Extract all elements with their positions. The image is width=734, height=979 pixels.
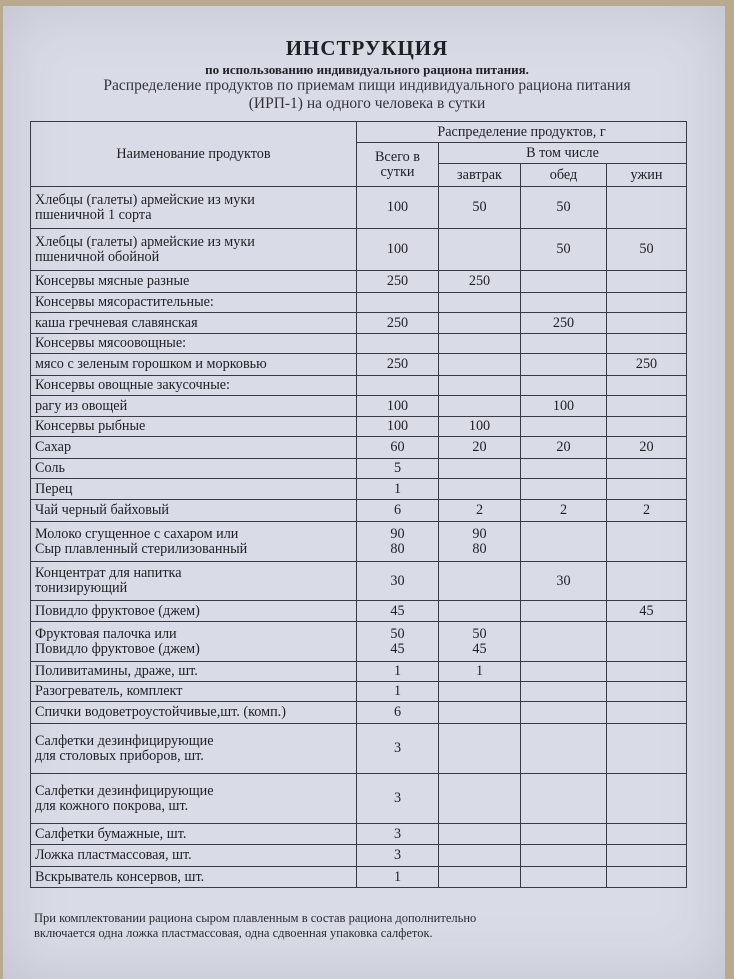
lunch-cell: 20 (521, 437, 607, 459)
product-name-line: Повидло фруктовое (джем) (35, 640, 200, 657)
total-cell (357, 622, 439, 662)
product-name-line: Сыр плавленный стерилизованный (35, 540, 248, 557)
total-cell (357, 376, 439, 396)
breakfast-cell (439, 354, 521, 376)
total-value: 90 (390, 525, 405, 542)
product-name-line: Вскрыватель консервов, шт. (35, 868, 205, 885)
total-cell: 45 (357, 601, 439, 622)
total-cell (357, 522, 439, 562)
product-name-line: Концентрат для напитка (35, 565, 182, 581)
product-name-line: для кожного покрова, шт. (35, 797, 189, 814)
lunch-cell (521, 867, 607, 888)
dinner-cell (607, 662, 687, 682)
total-cell: 1 (357, 662, 439, 682)
product-name-cell (31, 229, 357, 271)
dinner-cell (607, 479, 687, 500)
total-value: 80 (390, 540, 405, 557)
product-name-line: Консервы мясоовощные: (35, 335, 187, 351)
lunch-cell (521, 293, 607, 313)
product-name-cell (31, 702, 357, 724)
table-row (31, 437, 687, 459)
lunch-cell (521, 271, 607, 293)
breakfast-cell (439, 522, 521, 562)
lunch-cell (521, 417, 607, 437)
table-body (31, 187, 687, 888)
header-total (357, 143, 439, 187)
product-name-cell (31, 682, 357, 702)
table-row (31, 622, 687, 662)
total-cell: 100 (357, 396, 439, 417)
table-row (31, 867, 687, 888)
dinner-cell: 250 (607, 354, 687, 376)
header-dinner: ужин (607, 164, 687, 187)
table-row (31, 396, 687, 417)
lunch-cell (521, 724, 607, 774)
product-name-cell (31, 417, 357, 437)
product-name-cell (31, 187, 357, 229)
product-name-line: Салфетки дезинфицирующие (35, 782, 214, 799)
total-cell: 1 (357, 682, 439, 702)
product-name-line: Повидло фруктовое (джем) (35, 602, 200, 619)
product-name-cell (31, 774, 357, 824)
product-name-line: Хлебцы (галеты) армейские из муки (35, 233, 255, 250)
dinner-cell (607, 562, 687, 601)
lunch-cell (521, 774, 607, 824)
product-name-line: рагу из овощей (35, 397, 128, 414)
table-row (31, 500, 687, 522)
product-name-cell (31, 500, 357, 522)
breakfast-cell: 100 (439, 417, 521, 437)
table-row (31, 479, 687, 500)
dinner-cell (607, 682, 687, 702)
total-cell: 3 (357, 774, 439, 824)
product-name-line: Консервы рыбные (35, 418, 146, 434)
product-name-line: Консервы мясорастительные: (35, 294, 214, 310)
breakfast-cell (439, 682, 521, 702)
dinner-cell (607, 774, 687, 824)
dinner-cell: 20 (607, 437, 687, 459)
dinner-cell (607, 313, 687, 334)
lunch-cell (521, 682, 607, 702)
total-cell: 1 (357, 867, 439, 888)
table-row (31, 293, 687, 313)
total-cell: 3 (357, 845, 439, 867)
breakfast-cell (439, 313, 521, 334)
dinner-cell (607, 293, 687, 313)
header-distribution: Распределение продуктов, г (357, 122, 687, 143)
product-name-cell (31, 271, 357, 293)
product-name-cell (31, 845, 357, 867)
lunch-cell (521, 334, 607, 354)
lunch-cell (521, 662, 607, 682)
breakfast-cell: 1 (439, 662, 521, 682)
dinner-cell (607, 271, 687, 293)
table-row (31, 459, 687, 479)
total-value: 50 (390, 625, 405, 642)
breakfast-cell: 50 (439, 187, 521, 229)
total-cell: 6 (357, 702, 439, 724)
product-name-line: Перец (35, 480, 73, 497)
product-name-line: Консервы овощные закусочные: (35, 377, 230, 393)
lunch-cell: 2 (521, 500, 607, 522)
dinner-cell (607, 702, 687, 724)
total-cell: 100 (357, 229, 439, 271)
footnote (34, 911, 694, 941)
product-name-cell (31, 867, 357, 888)
total-cell: 30 (357, 562, 439, 601)
product-name-cell (31, 354, 357, 376)
header-product-name: Наименование продуктов (31, 122, 357, 187)
breakfast-cell (439, 724, 521, 774)
total-cell: 60 (357, 437, 439, 459)
lunch-cell: 50 (521, 187, 607, 229)
breakfast-cell (439, 229, 521, 271)
product-name-cell (31, 313, 357, 334)
breakfast-value: 80 (472, 540, 487, 557)
product-name-cell (31, 479, 357, 500)
table-row (31, 376, 687, 396)
table-row (31, 187, 687, 229)
breakfast-cell: 2 (439, 500, 521, 522)
product-name-cell (31, 396, 357, 417)
dinner-cell (607, 396, 687, 417)
document-subtitle: по использованию индивидуального рациона питания. (205, 62, 529, 77)
breakfast-cell: 20 (439, 437, 521, 459)
table-row (31, 229, 687, 271)
breakfast-cell (439, 845, 521, 867)
dinner-cell (607, 187, 687, 229)
dinner-cell (607, 724, 687, 774)
breakfast-cell (439, 479, 521, 500)
product-name-cell (31, 293, 357, 313)
product-name-line: Соль (35, 460, 65, 476)
table-row (31, 824, 687, 845)
product-name-cell (31, 459, 357, 479)
table-row (31, 662, 687, 682)
product-name-line: тонизирующий (35, 580, 128, 596)
dinner-cell (607, 824, 687, 845)
table-row (31, 724, 687, 774)
header-lunch: обед (521, 164, 607, 187)
breakfast-cell (439, 622, 521, 662)
dinner-cell: 45 (607, 601, 687, 622)
product-name-cell (31, 334, 357, 354)
product-name-cell (31, 601, 357, 622)
product-name-line: Салфетки дезинфицирующие (35, 732, 214, 749)
total-cell: 3 (357, 824, 439, 845)
table-row (31, 601, 687, 622)
product-name-line: Разогреватель, комплект (35, 683, 183, 699)
intro-line-2: (ИРП-1) на одного человека в сутки (248, 95, 486, 112)
total-cell: 3 (357, 724, 439, 774)
product-name-cell (31, 562, 357, 601)
total-cell: 100 (357, 187, 439, 229)
breakfast-cell (439, 562, 521, 601)
total-cell: 250 (357, 271, 439, 293)
lunch-cell: 100 (521, 396, 607, 417)
lunch-cell (521, 459, 607, 479)
product-name-cell (31, 824, 357, 845)
lunch-cell: 30 (521, 562, 607, 601)
breakfast-value: 90 (472, 525, 487, 542)
dinner-cell (607, 417, 687, 437)
total-cell (357, 334, 439, 354)
table-row (31, 682, 687, 702)
product-name-line: мясо с зеленым горошком и морковью (35, 356, 267, 372)
header-total-line2: сутки (380, 163, 415, 180)
footnote-line-2: включается одна ложка пластмассовая, одна сдвоенная упаковка салфеток. (34, 926, 433, 940)
breakfast-value: 45 (472, 640, 487, 657)
dinner-cell: 50 (607, 229, 687, 271)
total-cell: 100 (357, 417, 439, 437)
lunch-cell (521, 622, 607, 662)
breakfast-cell (439, 396, 521, 417)
header-breakfast: завтрак (439, 164, 521, 187)
breakfast-cell (439, 334, 521, 354)
lunch-cell (521, 601, 607, 622)
table-row (31, 845, 687, 867)
table-row (31, 354, 687, 376)
total-cell (357, 293, 439, 313)
lunch-cell (521, 702, 607, 724)
product-name-line: Поливитамины, драже, шт. (35, 663, 198, 679)
product-name-line: Спички водоветроустойчивые,шт. (комп.) (35, 704, 286, 720)
dinner-cell (607, 867, 687, 888)
lunch-cell: 250 (521, 313, 607, 334)
table-row (31, 702, 687, 724)
product-name-line: пшеничной обойной (35, 248, 160, 265)
breakfast-cell (439, 824, 521, 845)
product-name-line: Сахар (35, 439, 72, 455)
dinner-cell (607, 622, 687, 662)
total-cell: 5 (357, 459, 439, 479)
product-name-cell (31, 437, 357, 459)
table-row (31, 774, 687, 824)
table-row (31, 562, 687, 601)
breakfast-cell (439, 702, 521, 724)
lunch-cell (521, 824, 607, 845)
table-row (31, 271, 687, 293)
lunch-cell (521, 376, 607, 396)
dinner-cell: 2 (607, 500, 687, 522)
lunch-cell (521, 479, 607, 500)
table-row (31, 334, 687, 354)
dinner-cell (607, 522, 687, 562)
footnote-line-1: При комплектовании рациона сыром плавленным в состав рациона дополнительно (34, 911, 477, 925)
lunch-cell: 50 (521, 229, 607, 271)
product-name-cell (31, 376, 357, 396)
product-name-line: Консервы мясные разные (35, 273, 190, 289)
header-total-line1: Всего в (374, 148, 421, 165)
lunch-cell (521, 845, 607, 867)
total-cell: 250 (357, 313, 439, 334)
product-name-line: Ложка пластмассовая, шт. (35, 847, 192, 863)
lunch-cell (521, 354, 607, 376)
breakfast-cell (439, 774, 521, 824)
header-including: В том числе (439, 143, 687, 164)
product-name-cell (31, 522, 357, 562)
product-name-line: Фруктовая палочка или (35, 625, 177, 642)
breakfast-cell (439, 867, 521, 888)
dinner-cell (607, 845, 687, 867)
product-name-line: для столовых приборов, шт. (35, 747, 204, 764)
total-value: 45 (390, 640, 405, 657)
product-name-cell (31, 724, 357, 774)
table-row (31, 313, 687, 334)
total-cell: 1 (357, 479, 439, 500)
table-row (31, 417, 687, 437)
intro-line-1: Распределение продуктов по приемам пищи индивидуального рациона питания (103, 77, 631, 94)
lunch-cell (521, 522, 607, 562)
breakfast-cell (439, 293, 521, 313)
total-cell: 6 (357, 500, 439, 522)
product-name-line: каша гречневая славянская (35, 314, 198, 331)
dinner-cell (607, 376, 687, 396)
breakfast-cell (439, 601, 521, 622)
breakfast-cell (439, 376, 521, 396)
product-name-line: Салфетки бумажные, шт. (35, 825, 187, 842)
product-name-line: Молоко сгущенное с сахаром или (35, 525, 239, 542)
table-row (31, 522, 687, 562)
product-name-line: Чай черный байховый (35, 502, 170, 518)
product-name-cell (31, 662, 357, 682)
document-title: ИНСТРУКЦИЯ (285, 36, 449, 60)
dinner-cell (607, 334, 687, 354)
product-name-line: пшеничной 1 сорта (35, 206, 152, 223)
ration-table (30, 121, 687, 888)
breakfast-value: 50 (472, 625, 487, 642)
breakfast-cell: 250 (439, 271, 521, 293)
breakfast-cell (439, 459, 521, 479)
total-cell: 250 (357, 354, 439, 376)
product-name-line: Хлебцы (галеты) армейские из муки (35, 191, 255, 208)
product-name-cell (31, 622, 357, 662)
dinner-cell (607, 459, 687, 479)
